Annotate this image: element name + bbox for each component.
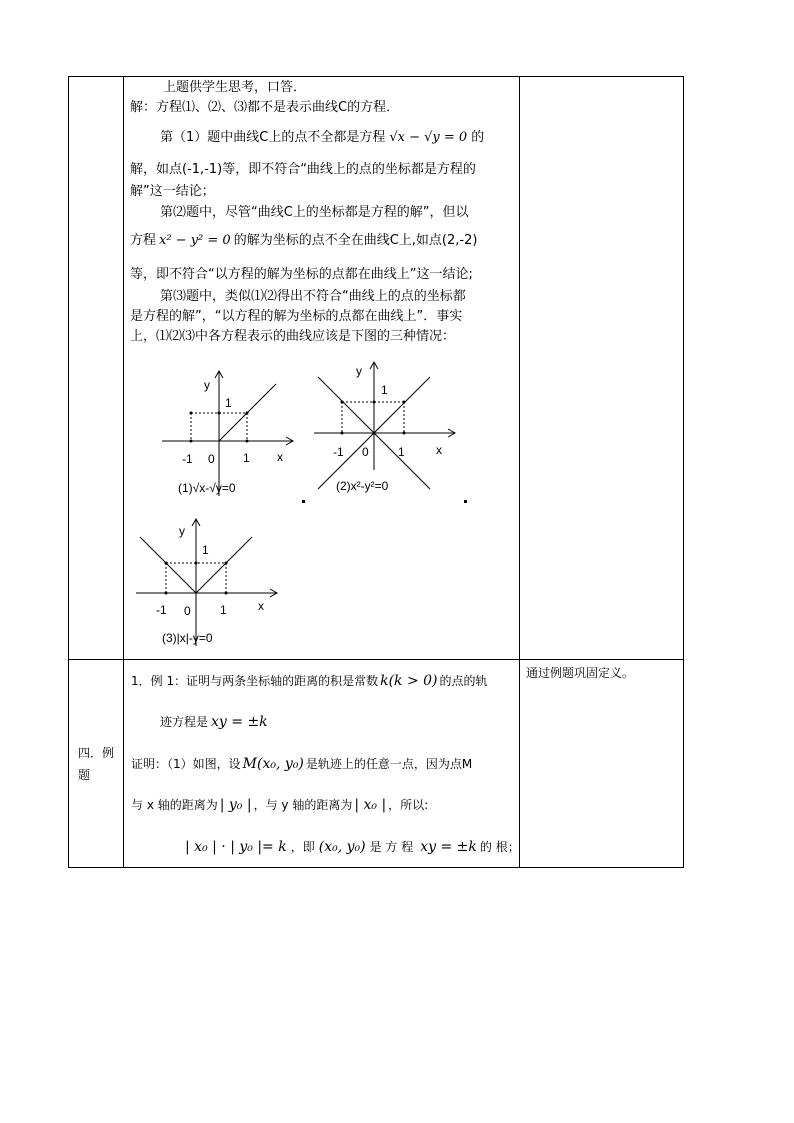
graph2-neg1-label: -1 [333,445,344,459]
graph2-caption: (2)x²-y²=0 [336,479,389,493]
note-text: 通过例题巩固定义。 [526,666,635,680]
equation-square: x² − y² = 0 [159,233,231,248]
table-bottom-border [68,867,684,868]
equation-y0: | y₀ | [219,797,252,813]
table-top-border [68,76,684,77]
stray-dot-2 [464,500,467,503]
equation-x0y0: (x₀, y₀) [318,839,366,855]
graph3-y-label: y [179,524,185,538]
graph1-one-label: 1 [225,396,232,410]
table-col-divider-2 [519,76,520,868]
table-col-divider-1 [123,76,124,868]
example-line-4: 与 x 轴的距离为 | y₀ | ，与 y 轴的距离为 | x₀ | ，所以: [131,797,429,813]
table-row-divider [68,659,684,660]
graph1-y-label: y [204,378,210,392]
graph3-one-x-label: 1 [220,603,227,617]
paragraph-11: 上，⑴⑵⑶中各方程表示的曲线应该是下图的三种情况： [130,329,456,344]
table-left-border [68,76,69,868]
graph-absolute-value [134,516,284,652]
graph3-x-label: x [258,599,264,613]
equation-sqrt: √x − √y = 0 [389,130,468,145]
paragraph-2: 解：方程⑴、⑵、⑶都不是表示曲线C的方程． [130,100,400,115]
paragraph-7: 方程 x² − y² = 0 的解为坐标的点不全在曲线C上,如点(2,-2) [130,233,478,248]
table-right-border [683,76,684,868]
paragraph-3: 第（1）题中曲线C上的点不全都是方程 √x − √y = 0 的 [160,130,485,145]
graph1-zero-label: 0 [208,452,215,466]
section-label-line1: 四．例 [78,746,115,760]
example-line-5: | x₀ | · | y₀ |= k ，即 (x₀, y₀) 是 方 程 xy = ±k 的 根； [185,839,520,855]
equation-point-m: M(x₀, y₀) [242,756,304,772]
example-line-3: 证明：（1）如图，设 M(x₀, y₀) 是轨迹上的任意一点，因为点M [131,756,473,772]
paragraph-1: 上题供学生思考，口答． [163,80,307,95]
graph-sqrt-curve [158,368,298,500]
graph3-one-label: 1 [202,543,209,557]
equation-xy-k: xy = ±k [420,839,477,855]
graph2-y-label: y [356,364,362,378]
paragraph-4: 解，如点(-1,-1)等，即不符合“曲线上的点的坐标都是方程的 [130,162,476,177]
equation-locus: xy = ±k [211,714,268,730]
graph2-one-label: 1 [381,383,388,397]
equation-x0: | x₀ | [354,797,387,813]
graph3-zero-label: 0 [184,604,191,618]
paragraph-5: 解”这一结论； [130,184,215,199]
graph-cross-lines [310,360,460,496]
graph1-caption: (1)√x-√y=0 [178,481,236,495]
graph1-neg1-label: -1 [182,452,193,466]
graph2-zero-label: 0 [362,445,369,459]
example-line-1: 1．例 1：证明与两条坐标轴的距离的积是常数 k(k > 0) 的点的轨 [131,673,488,689]
graph3-caption: (3)|x|-y=0 [162,631,213,645]
graph2-x-label: x [436,443,442,457]
graph3-neg1-label: -1 [156,603,167,617]
example-line-2: 迹方程是 xy = ±k [160,714,268,730]
equation-product: | x₀ | · | y₀ |= k [185,839,287,855]
paragraph-6: 第⑵题中，尽管“曲线C上的坐标都是方程的解”，但以 [160,205,469,220]
paragraph-8: 等，即不符合“以方程的解为坐标的点都在曲线上”这一结论; [130,267,473,282]
paragraph-10: 是方程的解”，“以方程的解为坐标的点都在曲线上”．事实 [130,309,463,324]
equation-k: k(k > 0) [380,673,438,689]
paragraph-9: 第⑶题中，类似⑴⑵得出不符合“曲线上的点的坐标都 [160,289,466,304]
graph1-one-x-label: 1 [243,451,250,465]
graph2-one-x-label: 1 [398,445,405,459]
graph1-x-label: x [277,450,283,464]
section-label-line2: 题 [78,768,91,782]
stray-dot-1 [302,500,305,503]
